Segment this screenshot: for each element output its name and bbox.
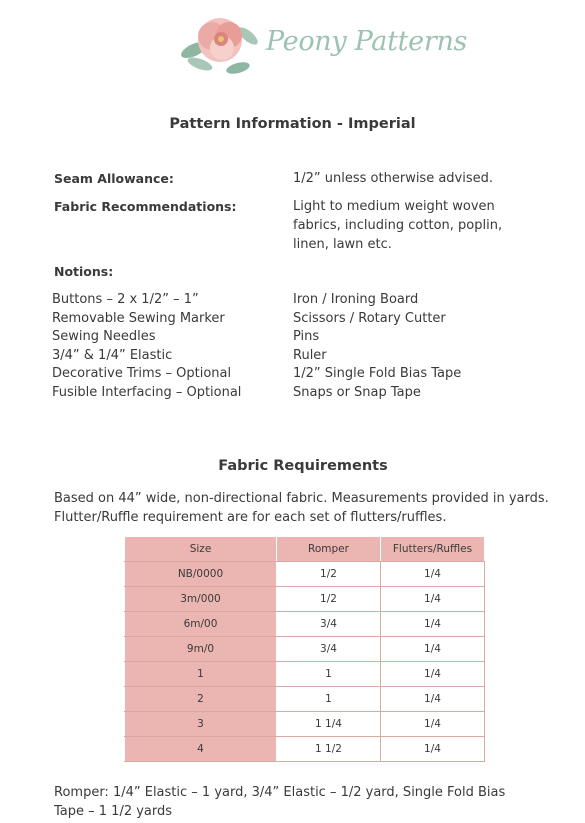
table-row <box>125 687 485 712</box>
brand-name: Peony Patterns <box>266 26 468 57</box>
notions-label: Notions: <box>54 264 114 279</box>
table-row <box>125 637 485 662</box>
romper-cell: 1 <box>277 662 381 687</box>
size-cell: 4 <box>125 737 277 762</box>
list-item: Sewing Needles <box>52 329 156 344</box>
table-row <box>125 737 485 762</box>
flutters-cell: 1/4 <box>381 737 485 762</box>
column-header-romper: Romper <box>277 537 381 562</box>
table-row <box>125 587 485 612</box>
fabric-requirements-intro: Based on 44” wide, non-directional fabric. Measurements provided in yards. Flutter/Ruffle requirement are for each set of flutters/ruffles. <box>54 491 549 525</box>
seam-allowance-label: Seam Allowance: <box>54 171 174 186</box>
flutters-cell: 1/4 <box>381 662 485 687</box>
list-item: Ruler <box>293 347 327 363</box>
fabric-recommendations-value: Light to medium weight woven fabrics, including cotton, poplin, linen, lawn etc. <box>293 199 503 252</box>
fabric-recommendations-label: Fabric Recommendations: <box>54 199 237 214</box>
list-item: Iron / Ironing Board <box>293 292 419 307</box>
romper-cell: 1/2 <box>277 587 381 612</box>
list-item: Removable Sewing Marker <box>52 310 225 326</box>
list-item: 3/4” & 1/4” Elastic <box>52 347 173 363</box>
table-row <box>125 712 485 737</box>
flutters-cell: 1/4 <box>381 587 485 612</box>
notions-list-left <box>52 291 241 402</box>
fabric-requirements-table <box>124 536 485 762</box>
romper-cell: 1/2 <box>277 562 381 587</box>
flutters-cell: 1/4 <box>381 562 485 587</box>
flutters-cell: 1/4 <box>381 712 485 737</box>
list-item: 1/2” Single Fold Bias Tape <box>293 366 462 381</box>
fabric-requirements-title: Fabric Requirements <box>218 458 388 474</box>
romper-cell: 3/4 <box>277 637 381 662</box>
size-cell: 1 <box>125 662 277 687</box>
list-item: Decorative Trims – Optional <box>52 366 232 381</box>
size-cell: NB/0000 <box>125 562 277 587</box>
list-item: Buttons – 2 x 1/2” – 1” <box>52 292 199 307</box>
size-cell: 2 <box>125 687 277 712</box>
size-cell: 3 <box>125 712 277 737</box>
seam-allowance-value: 1/2” unless otherwise advised. <box>293 171 494 186</box>
romper-cell: 1 1/2 <box>277 737 381 762</box>
size-cell: 6m/00 <box>125 612 277 637</box>
list-item: Pins <box>293 329 320 344</box>
flutters-cell: 1/4 <box>381 612 485 637</box>
list-item: Fusible Interfacing – Optional <box>52 384 242 400</box>
romper-cell: 1 1/4 <box>277 712 381 737</box>
peony-flower-icon <box>178 6 264 78</box>
table-row <box>125 662 485 687</box>
list-item: Snaps or Snap Tape <box>293 384 421 400</box>
page-title: Pattern Information - Imperial <box>169 116 416 132</box>
flutters-cell: 1/4 <box>381 687 485 712</box>
table-row <box>125 562 485 587</box>
size-cell: 9m/0 <box>125 637 277 662</box>
flutters-cell: 1/4 <box>381 637 485 662</box>
column-header-flutters: Flutters/Ruffles <box>381 537 485 562</box>
romper-cell: 3/4 <box>277 612 381 637</box>
table-header-row <box>125 537 485 562</box>
fabric-requirements-note: Romper: 1/4” Elastic – 1 yard, 3/4” Elastic – 1/2 yard, Single Fold Bias Tape – 1 1/2 yards <box>54 785 506 819</box>
notions-list-right <box>293 291 461 402</box>
romper-cell: 1 <box>277 687 381 712</box>
size-cell: 3m/000 <box>125 587 277 612</box>
column-header-size: Size <box>125 537 277 562</box>
table-row <box>125 612 485 637</box>
list-item: Scissors / Rotary Cutter <box>293 310 446 326</box>
